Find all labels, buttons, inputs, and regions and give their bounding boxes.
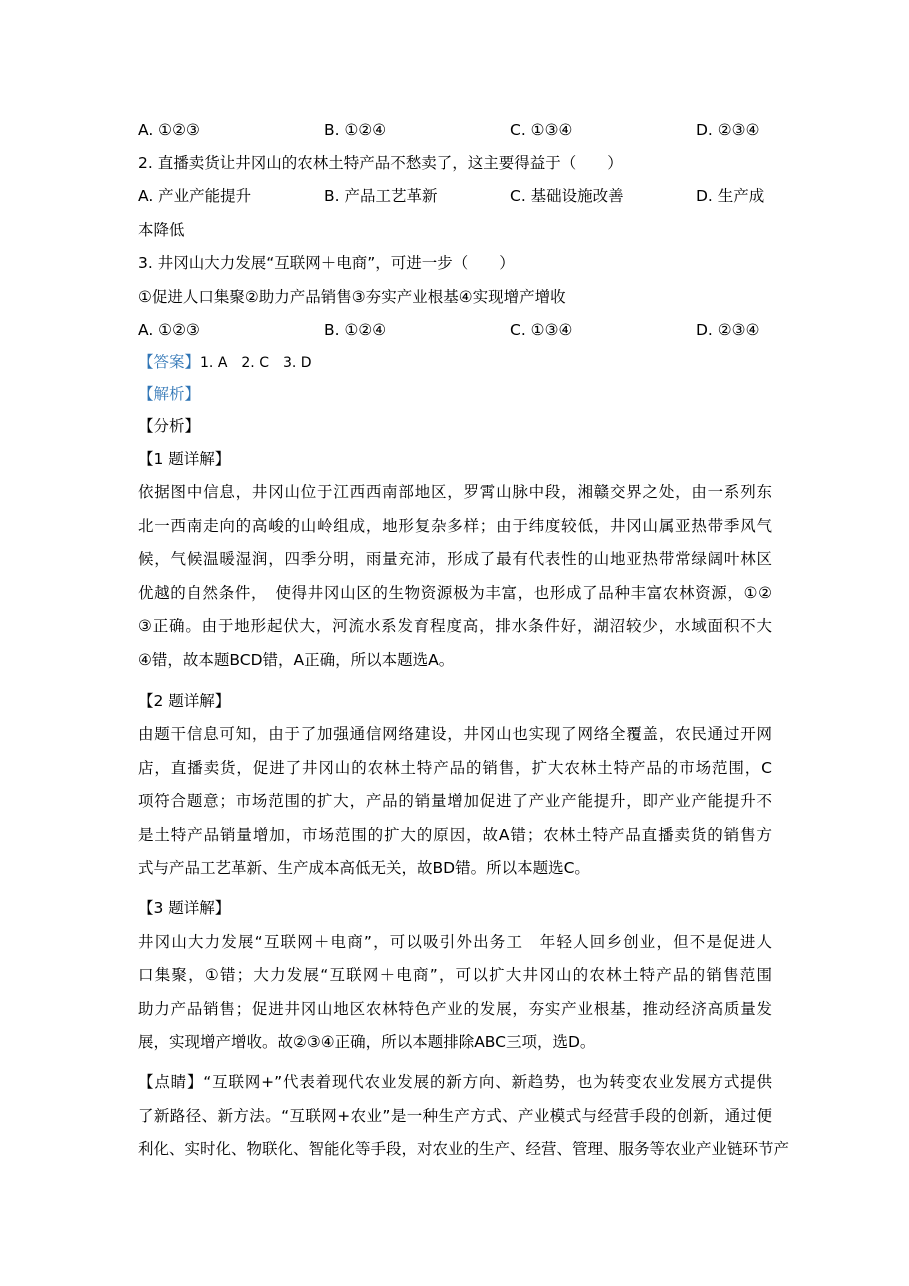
q3-option-c: C. ①③④ (510, 321, 573, 339)
q1-option-c: C. ①③④ (510, 121, 573, 139)
s3-line: 展，实现增产增收。故②③④正确，所以本题排除ABC三项，选D。 (138, 1033, 596, 1051)
s3-heading: 【3 题详解】 (138, 899, 231, 917)
fenxi-label: 【分析】 (138, 417, 201, 435)
s2-line: 由题干信息可知，由于了加强通信网络建设，井冈山也实现了网络全覆盖，农民通过开网 (138, 725, 772, 743)
q1-option-b: B. ①②④ (324, 121, 387, 139)
q2-option-b: B. 产品工艺革新 (324, 187, 438, 205)
s4-line: 利化、实时化、物联化、智能化等手段，对农业的生产、经营、管理、服务等农业产业链环节产 (138, 1140, 790, 1158)
q2-option-d: D. 生产成 (696, 187, 765, 205)
q3-option-b: B. ①②④ (324, 321, 387, 339)
q3-option-a: A. ①②③ (138, 321, 200, 339)
s3-line: 井冈山大力发展“互联网＋电商”，可以吸引外出务工 年轻人回乡创业，但不是促进人 (138, 933, 772, 951)
s1-line: 候，气候温暖湿润，四季分明，雨量充沛，形成了最有代表性的山地亚热带常绿阔叶林区 (138, 550, 772, 568)
s1-heading: 【1 题详解】 (138, 450, 231, 468)
q3-stem: 3. 井冈山大力发展“互联网＋电商”，可进一步（ ） (138, 254, 515, 272)
s1-line: 优越的自然条件， 使得井冈山区的生物资源极为丰富，也形成了品种丰富农林资源，①② (138, 584, 772, 602)
q2-stem: 2. 直播卖货让井冈山的农林土特产品不愁卖了，这主要得益于（ ） (138, 154, 623, 172)
s2-line: 店，直播卖货，促进了井冈山的农林土特产品的销售，扩大农林土特产品的市场范围，C (138, 759, 772, 777)
q1-option-d: D. ②③④ (696, 121, 760, 139)
s2-heading: 【2 题详解】 (138, 692, 231, 710)
q3-items: ①促进人口集聚②助力产品销售③夯实产业根基④实现增产增收 (138, 288, 566, 306)
s2-line: 式与产品工艺革新、生产成本高低无关，故BD错。所以本题选C。 (138, 859, 590, 877)
s2-line: 项符合题意；市场范围的扩大，产品的销量增加促进了产业产能提升，即产业产能提升不 (138, 792, 772, 810)
s1-line: ③正确。由于地形起伏大，河流水系发育程度高，排水条件好，湖沼较少，水域面积不大 (138, 617, 772, 635)
s4-line: 【点睛】“互联网+”代表着现代农业发展的新方向、新趋势，也为转变农业发展方式提供 (138, 1073, 772, 1091)
s3-line: 口集聚，①错；大力发展“互联网＋电商”，可以扩大井冈山的农林土特产品的销售范围 (138, 966, 772, 984)
q3-option-d: D. ②③④ (696, 321, 760, 339)
s1-line: ④错，故本题BCD错，A正确，所以本题选A。 (138, 651, 455, 669)
s1-line: 依据图中信息，井冈山位于江西西南部地区，罗霄山脉中段，湘赣交界之处，由一系列东 (138, 483, 772, 501)
answer-label: 【答案】 (138, 353, 201, 371)
s2-line: 是土特产品销量增加，市场范围的扩大的原因，故A错；农林土特产品直播卖货的销售方 (138, 826, 772, 844)
answer-line (138, 350, 312, 374)
answer-text: 1. A 2. C 3. D (200, 355, 312, 371)
q2-option-a: A. 产业产能提升 (138, 187, 252, 205)
q2-option-c: C. 基础设施改善 (510, 187, 624, 205)
s4-line: 了新路径、新方法。“互联网+农业”是一种生产方式、产业模式与经营手段的创新，通过便 (138, 1107, 772, 1125)
s3-line: 助力产品销售；促进井冈山地区农林特色产业的发展，夯实产业根基，推动经济高质量发 (138, 1000, 772, 1018)
q1-option-a: A. ①②③ (138, 121, 200, 139)
q2-option-d-wrap: 本降低 (138, 221, 185, 239)
analysis-label: 【解析】 (138, 385, 201, 403)
s1-line: 北一西南走向的高峻的山岭组成，地形复杂多样；由于纬度较低，井冈山属亚热带季风气 (138, 517, 772, 535)
